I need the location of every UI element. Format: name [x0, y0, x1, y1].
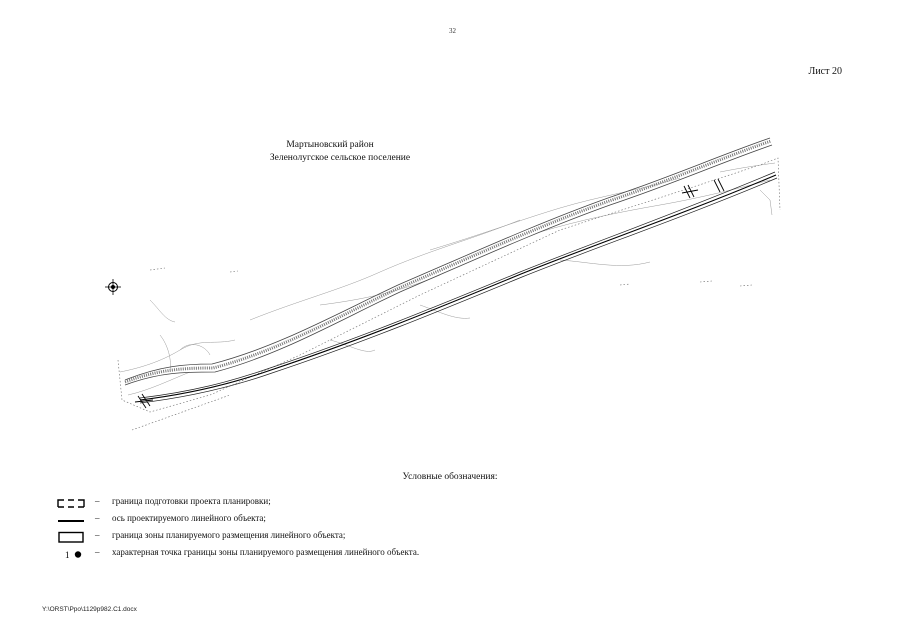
zone-boundary-icon — [56, 531, 86, 543]
compass-icon — [105, 279, 121, 295]
legend-text: ось проектируемого линейного объекта; — [112, 513, 266, 523]
page-number: 32 — [449, 27, 456, 35]
legend-title: Условные обозначения: — [402, 472, 498, 482]
dashed-boundary-icon — [56, 497, 86, 509]
crossing-markers — [135, 179, 724, 408]
legend-dash: – — [95, 547, 100, 557]
sheet-label: Лист 20 — [808, 66, 842, 77]
road-band — [125, 138, 772, 385]
file-path: Y:\ORST\Ppo\1129p982.C1.docx — [42, 606, 137, 613]
legend-item-zone-boundary — [0, 530, 905, 544]
legend-item-planning-boundary — [0, 496, 905, 510]
district-label: Мартыновский район — [286, 140, 374, 150]
planned-zone-boundary — [140, 172, 777, 403]
point-number-label: 1 — [65, 550, 70, 560]
legend-dash: – — [95, 496, 100, 506]
settlement-label: Зеленолугское сельское поселение — [269, 153, 411, 163]
legend-item-object-axis — [0, 513, 905, 527]
terrain-contours — [120, 163, 775, 395]
legend-text: граница зоны планируемого размещения линейного объекта; — [112, 530, 346, 540]
legend-item-characteristic-point — [0, 547, 905, 561]
characteristic-point-icon — [56, 548, 86, 560]
legend-dash: – — [95, 513, 100, 523]
legend-text: граница подготовки проекта планировки; — [112, 496, 271, 506]
legend-text: характерная точка границы зоны планируемого размещения линейного объекта. — [112, 547, 420, 557]
legend-dash: – — [95, 530, 100, 540]
axis-line-icon — [56, 514, 86, 526]
